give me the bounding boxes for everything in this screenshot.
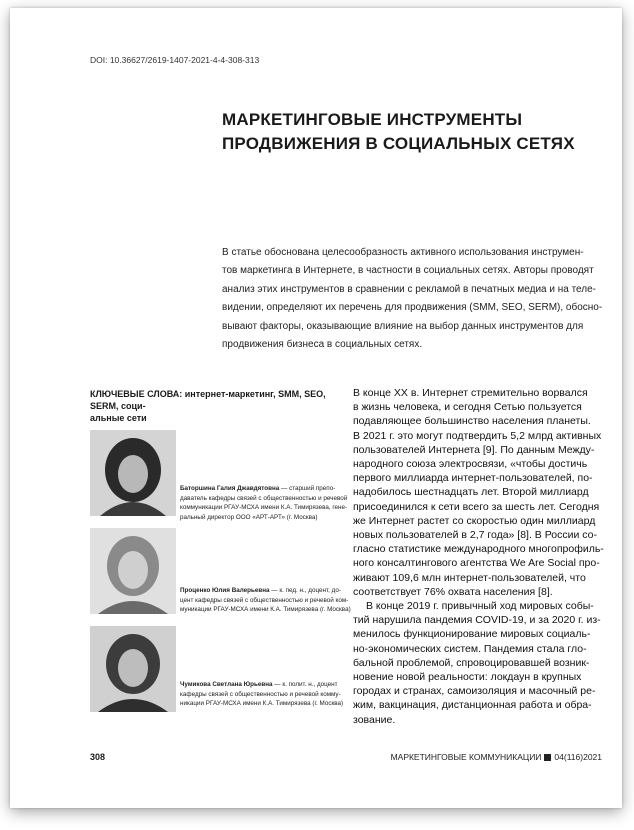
abstract-line: В статье обоснована целесообразность активного использования инструмен- [222,247,584,258]
doi-line: DOI: 10.36627/2619-1407-2021-4-4-308-313 [90,55,260,65]
author-bio-line: цент кафедры связей с общественностью и речевой ком- [180,596,349,604]
body-line: пользователей Интернета [9]. По данным Между- [353,443,595,456]
body-line: первого миллиарда интернет-пользователей, по- [353,472,593,485]
author-name: Баторшина Галия Джавдятовна [180,485,280,492]
keywords-line-2: альные сети [90,413,147,423]
journal-page [10,8,622,808]
author-bio-line: кафедры связей с общественностью и речевой комму- [180,690,341,698]
author-name: Проценко Юлия Валерьевна [180,587,270,594]
author-bio-protsenko [180,586,351,615]
square-bullet-icon [544,754,551,761]
body-line: В конце 2019 г. привычный ход мировых собы- [366,600,594,613]
author-bio-line: никации РГАУ-МСХА имени К.А. Тимирязева (г. Москва) [180,700,344,708]
portrait-image [90,626,176,712]
author-bio-line: даватель кафедры связей с общественностью и речевой [180,494,348,502]
journal-name: МАРКЕТИНГОВЫЕ КОММУНИКАЦИИ [390,752,542,762]
body-line: ного консалтингового агентства We Are Social про- [353,557,600,570]
author-photo-protsenko [90,528,176,614]
abstract-line: видении, определяют их перечень для продвижения (SMM, SEO, SERM), обосно- [222,302,603,314]
body-line: бальной проблемой, спровоцировавшей возник- [353,656,590,669]
abstract-line: вывают факторы, оказывающие влияние на выбор данных инструментов для [222,320,584,332]
abstract-line: анализ этих инструментов в сравнении с рекламой в печатных медиа и на теле- [222,283,597,295]
author-bio-line: — к. полит. н., доцент [272,681,338,688]
author-bio-line: ральный директор ООО «АРТ-АРТ» (г. Москва) [180,513,318,521]
author-bio-line: коммуникации РГАУ-МСХА имени К.А. Тимирязева, гене- [180,504,348,512]
body-line: народного союза электросвязи, «чтобы достичь [353,458,588,471]
body-line: городах и странах, самоизоляция и масочный ре- [353,685,596,698]
article-title [222,108,582,156]
keywords [90,388,335,424]
body-line: менилось функционирование мировых социаль- [353,628,591,641]
body-line: присоединился к сети всего за шесть лет. Сегодня [353,500,600,513]
article-body [353,386,604,727]
page-number: 308 [90,752,106,762]
author-bio-batorshina [180,484,348,522]
author-bio-line: муникации РГАУ-МСХА имени К.А. Тимирязева (г. Москва) [180,606,351,614]
body-line: же Интернет растет со скоростью один миллиард [353,514,596,527]
portrait-image [90,430,176,516]
author-bio-line: — старший препо- [279,485,336,492]
body-line: зование. [353,713,396,726]
abstract-line: тов маркетинга в Интернете, в частности в социальных сетях. Авторы проводят [222,265,594,277]
keywords-line-1: КЛЮЧЕВЫЕ СЛОВА: интернет-маркетинг, SMM, SEO, SERM, соци- [90,389,326,411]
body-line: новение новой реальности: локдаун в крупных [353,671,582,684]
author-name: Чумикова Светлана Юрьевна [180,681,273,688]
portrait-image [90,528,176,614]
title-line-2: ПРОДВИЖЕНИЯ В СОЦИАЛЬНЫХ СЕТЯХ [222,134,575,153]
journal-footer [391,752,602,762]
body-line: в жизнь человека, и сегодня Сетью пользуется [353,401,582,414]
body-line: тий нарушила пандемия COVID-19, и за 2020 г. из- [353,614,601,627]
body-line: подавляющее большинство населения планеты. [353,415,591,428]
body-line: но-экономических систем. Пандемия стала гло- [353,642,587,655]
journal-issue: 04(116)2021 [554,752,602,762]
title-line-1: МАРКЕТИНГОВЫЕ ИНСТРУМЕНТЫ [222,110,523,129]
author-photo-chumikova [90,626,176,712]
body-line: гласно статистике международного многопрофиль- [353,543,604,556]
body-line: В конце XX в. Интернет стремительно ворвался [353,387,588,399]
body-line: В 2021 г. это могут подтвердить 5,2 млрд активных [353,429,602,442]
body-line: новых пользователей в 2,7 года» [8]. В России со- [353,529,597,542]
author-bio-chumikova [180,680,344,709]
body-line: соответствует 76% охвата населения [8]. [353,585,553,598]
author-bio-line: — к. пед. н., доцент, до- [269,587,341,594]
abstract [222,244,602,354]
author-photo-batorshina [90,430,176,516]
body-line: жим, вакцинация, дистанционная работа и обра- [353,699,592,712]
body-line: надобилось шестнадцать лет. Второй миллиард [353,486,589,499]
abstract-line: продвижения бизнеса в социальных сетях. [222,339,423,351]
body-line: живают 109,6 млн интернет-пользователей, что [353,571,586,584]
